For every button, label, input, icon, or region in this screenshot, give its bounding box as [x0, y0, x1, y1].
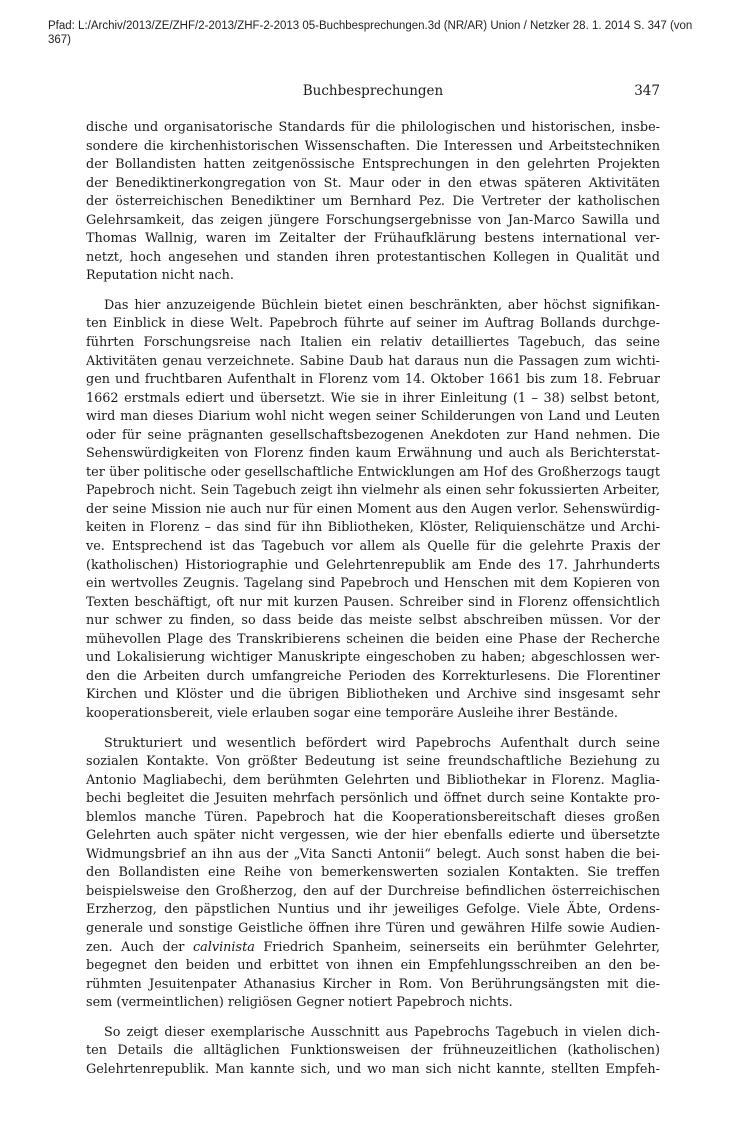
text-line: So zeigt dieser exemplarische Ausschnitt aus Papebrochs Tagebuch in vielen dich- [104, 1024, 660, 1040]
text-line: kooperationsbereit, viele erlauben sogar eine temporäre Ausleihe ihrer Bestände. [86, 705, 618, 721]
text-line: Sehenswürdigkeiten von Florenz finden kaum Erwähnung und auch als Berichterstat- [86, 446, 660, 462]
text-line: und Lokalisierung wichtiger Manuskripte eingeschoben zu haben; abgeschlossen wer- [86, 650, 660, 666]
text-line: Kirchen und Klöster und die übrigen Bibliotheken und Archive sind insgesamt sehr [86, 687, 660, 703]
text-line: Erzherzog, den päpstlichen Nuntius und ihr jeweiliges Gefolge. Viele Äbte, Ordens- [86, 902, 660, 918]
text-line: Gelehrsamkeit, das zeigen jüngere Forschungsergebnisse von Jan-Marco Sawilla und [86, 212, 660, 228]
text-line: sondere die kirchenhistorischen Wissenschaften. Die Interessen und Arbeitstechniken [86, 138, 660, 154]
paragraph-gap [86, 286, 660, 297]
paragraph-gap [86, 1013, 660, 1024]
italic-term: calvinista [192, 939, 255, 955]
text-line: netzt, hoch angesehen und standen ihren protestantischen Kollegen in Qualität und [86, 249, 660, 265]
text-line: ve. Entsprechend ist das Tagebuch vor allem als Quelle für die gelehrte Praxis der [86, 539, 660, 555]
running-title: Buchbesprechungen [302, 83, 444, 99]
body-text [86, 119, 660, 1079]
text-line: ein wertvolles Zeugnis. Tagelang sind Papebroch und Henschen mit dem Kopieren von [86, 576, 660, 592]
text-line: Strukturiert und wesentlich befördert wird Papebrochs Aufenthalt durch seine [104, 735, 660, 751]
text-line: führten Forschungsreise nach Italien ein relativ detailliertes Tagebuch, das seine [86, 335, 660, 351]
text-line: den die Arbeiten durch umfangreiche Perioden des Korrekturlesens. Die Florentiner [86, 668, 660, 684]
text-line: dische und organisatorische Standards für die philologischen und historischen, insbe- [86, 120, 660, 135]
text-line: Texten beschäftigt, oft nur mit kurzen Pausen. Schreiber sind in Florenz offensichtlich [86, 594, 660, 610]
text-line: 1662 erstmals ediert und übersetzt. Wie sie in ihrer Einleitung (1 – 38) selbst betont, [86, 390, 660, 406]
file-path-header: Pfad: L:/Archiv/2013/ZE/ZHF/2-2013/ZHF-2-2013 05-Buchbesprechungen.3d (NR/AR) Union / Netzker 28. 1. 2014 S. 347 (von 367) [48, 20, 693, 46]
text-line: sozialen Kontakte. Von größter Bedeutung ist seine freundschaftliche Beziehung zu [86, 754, 660, 770]
text-line: Reputation nicht nach. [86, 268, 234, 284]
text-line: beispielsweise den Großherzog, den auf der Durchreise befindlichen österreichischen [86, 883, 660, 899]
text-line: der seine Mission nie auch nur für einen Moment aus den Augen verlor. Sehenswürdig- [86, 501, 660, 517]
text-line: mühevollen Plage des Transkribierens scheinen die beiden eine Phase der Recherche [86, 631, 660, 647]
text-line: Das hier anzuzeigende Büchlein bietet einen beschränkten, aber höchst signifikan- [104, 297, 660, 313]
text-line: ten Details die alltäglichen Funktionsweisen der frühneuzeitlichen (katholischen) [86, 1043, 660, 1059]
text-line: sem (vermeintlichen) religiösen Gegner notiert Papebroch nichts. [86, 995, 513, 1011]
text-line: generale und sonstige Geistliche öffnen ihre Türen und gewähren Hilfe sowie Audien- [86, 920, 660, 936]
running-head [86, 83, 660, 101]
text-line: Thomas Wallnig, waren im Zeitalter der Frühaufklärung bestens international ver- [86, 231, 660, 247]
text-line: Aktivitäten genau verzeichnete. Sabine Daub hat daraus nun die Passagen zum wichti- [86, 353, 660, 369]
text-line: begegnet den beiden und erbittet von ihnen ein Empfehlungsschreiben an den be- [86, 958, 660, 974]
text-line: blemlos manche Türen. Papebroch hat die Kooperationsbereitschaft dieses großen [86, 809, 660, 825]
text-line: Gelehrtenrepublik. Man kannte sich, und wo man sich nicht kannte, stellten Empfeh- [86, 1061, 660, 1077]
text-line: Papebroch nicht. Sein Tagebuch zeigt ihn vielmehr als einen sehr fokussierten Arbeiter, [86, 483, 660, 499]
paragraph [86, 119, 660, 286]
text-line: nur schwer zu finden, so dass beide das meiste selbst abschreiben müssen. Vor der [86, 613, 660, 629]
text-line: gen und fruchtbaren Aufenthalt in Florenz vom 14. Oktober 1661 bis zum 18. Februar [86, 372, 660, 388]
text-line: bechi begleitet die Jesuiten mehrfach persönlich und öffnet durch seine Kontakte pro- [86, 791, 660, 807]
page-number: 347 [634, 83, 660, 99]
text-line: (katholischen) Historiographie und Gelehrtenrepublik am Ende des 17. Jahrhunderts [86, 557, 660, 573]
paragraph [86, 1024, 660, 1080]
text-line: der Bollandisten hatten zeitgenössische Entsprechungen in den gelehrten Projekten [86, 157, 660, 173]
text-line: der österreichischen Benediktiner um Bernhard Pez. Die Vertreter der katholischen [86, 194, 660, 210]
text-line: wird man dieses Diarium wohl nicht wegen seiner Schilderungen von Land und Leuten [86, 409, 660, 425]
text-line: der Benediktinerkongregation von St. Maur oder in den etwas späteren Aktivitäten [86, 175, 660, 191]
text-line: ten Einblick in diese Welt. Papebroch führte auf seiner im Auftrag Bollands durchge- [86, 316, 660, 332]
paragraph [86, 297, 660, 724]
text-line: ter über politische oder gesellschaftliche Entwicklungen am Hof des Großherzogs taugt [86, 464, 660, 480]
text-line: den Bollandisten eine Reihe von bemerkenswerten sozialen Kontakten. Sie treffen [86, 865, 660, 881]
text-line: Gelehrten auch später nicht vergessen, wie der hier ebenfalls edierte und übersetzte [86, 828, 660, 844]
text-line: zen. Auch der calvinista Friedrich Spanheim, seinerseits ein berühmter Gelehrter, [86, 939, 661, 955]
text-line: oder für seine prägnanten gesellschaftsbezogenen Anekdoten zur Hand nehmen. Die [86, 427, 660, 443]
text-line: keiten in Florenz – das sind für ihn Bibliotheken, Klöster, Reliquienschätze und Archi- [86, 520, 660, 536]
text-line: Widmungsbrief an ihn aus der „Vita Sancti Antonii“ belegt. Auch sonst haben die bei- [86, 846, 660, 862]
paragraph-gap [86, 724, 660, 735]
text-line: rühmten Jesuitenpater Athanasius Kircher in Rom. Von Berührungsängsten mit die- [86, 976, 660, 992]
text-line: Antonio Magliabechi, dem berühmten Gelehrten und Bibliothekar in Florenz. Maglia- [86, 772, 660, 788]
paragraph [86, 735, 660, 1013]
